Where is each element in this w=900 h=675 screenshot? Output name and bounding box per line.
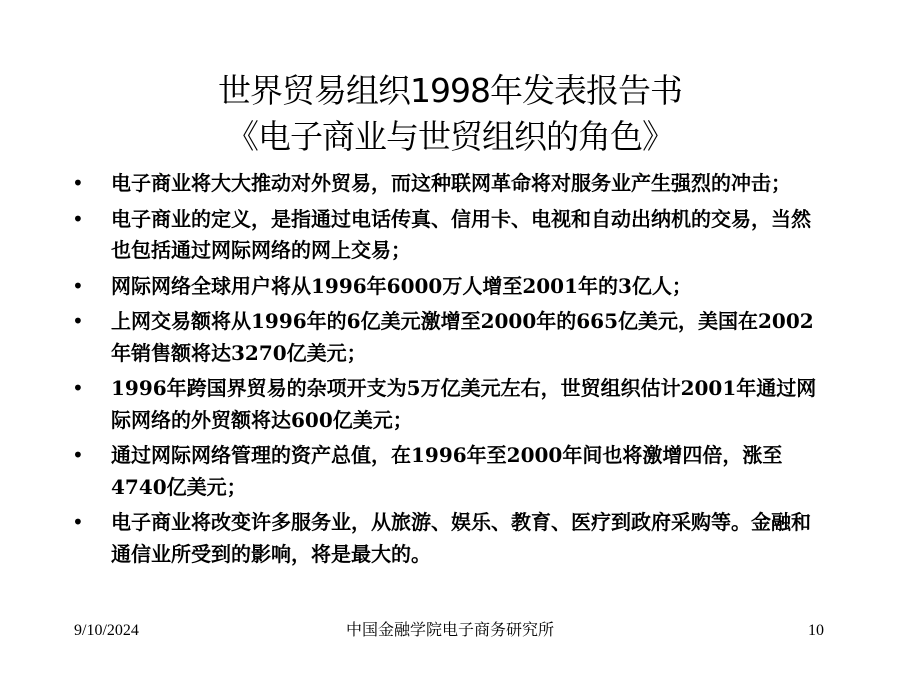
bullet-text: 网际网络全球用户将从1996年6000万人增至2001年的3亿人； [111, 273, 692, 298]
bullet-item [72, 271, 822, 303]
bullet-text: 电子商业将大大推动对外贸易，而这种联网革命将对服务业产生强烈的冲击； [111, 171, 791, 195]
footer-organization: 中国金融学院电子商务研究所 [345, 622, 554, 639]
bullet-text: 1996年跨国界贸易的杂项开支为5万亿美元左右，世贸组织估计2001年通过网际网络的外贸额将达600亿美元； [111, 376, 817, 432]
bullet-list [72, 168, 822, 574]
footer-date: 9/10/2024 [74, 622, 139, 639]
page-number: 10 [808, 622, 824, 639]
slide-title [0, 68, 900, 160]
bullet-item [72, 168, 822, 200]
bullet-item [72, 306, 822, 369]
bullet-item [72, 440, 822, 503]
bullet-icon: • [72, 376, 84, 400]
bullet-icon: • [72, 510, 84, 534]
bullet-icon: • [72, 309, 84, 333]
bullet-text: 通过网际网络管理的资产总值，在1996年至2000年间也将激增四倍，涨至4740亿美元； [111, 443, 783, 499]
bullet-item [72, 204, 822, 267]
bullet-text: 上网交易额将从1996年的6亿美元激增至2000年的665亿美元，美国在2002年销售额将达3270亿美元； [111, 309, 814, 365]
title-line-1: 世界贸易组织1998年发表报告书 [218, 71, 682, 110]
title-line-2: 《电子商业与世贸组织的角色》 [226, 117, 674, 156]
bullet-text: 电子商业将改变许多服务业，从旅游、娱乐、教育、医疗到政府采购等。金融和通信业所受到的影响，将是最大的。 [111, 510, 811, 566]
bullet-text: 电子商业的定义，是指通过电话传真、信用卡、电视和自动出纳机的交易，当然也包括通过网际网络的网上交易； [111, 206, 811, 262]
bullet-icon: • [72, 171, 84, 195]
bullet-icon: • [72, 273, 84, 298]
bullet-item [72, 507, 822, 570]
bullet-icon: • [72, 206, 84, 231]
bullet-icon: • [72, 443, 84, 467]
bullet-item [72, 373, 822, 436]
